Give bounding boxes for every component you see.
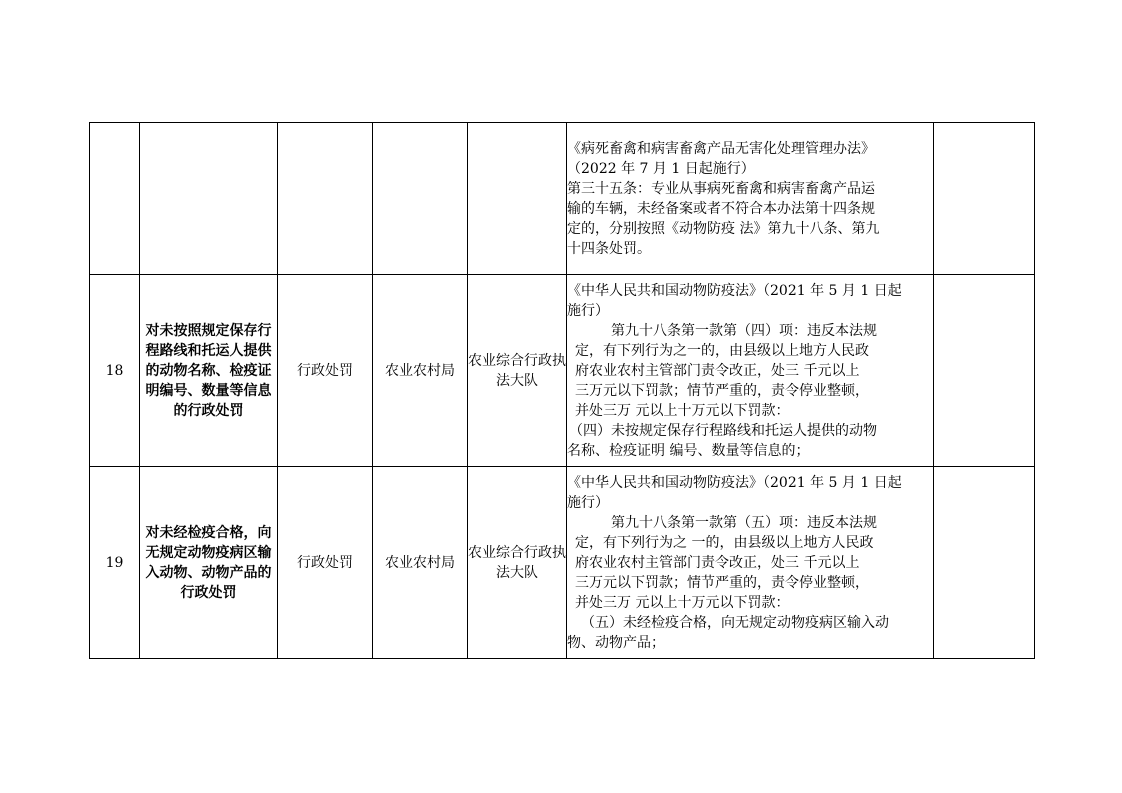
department-cell: 农业农村局	[373, 467, 468, 659]
basis-line: 输的车辆，未经备案或者不符合本办法第十四条规	[567, 201, 875, 217]
item-type-cell: 行政处罚	[278, 467, 373, 659]
basis-line: （2022 年 7 月 1 日起施行）	[567, 161, 755, 177]
basis-line: 第三十五条：专业从事病死畜禽和病害畜禽产品运	[567, 181, 875, 197]
table-row	[90, 123, 1035, 275]
basis-line: 定，有下列行为之 一的，由县级以上地方人民政	[575, 534, 874, 551]
basis-line: 十四条处罚。	[567, 241, 651, 257]
item-type-cell: 行政处罚	[278, 275, 373, 467]
executor-cell: 农业综合行政执法大队	[468, 467, 567, 659]
basis-line: 三万元以下罚款；情节严重的，责令停业整顿，	[575, 574, 869, 591]
basis-line: 定的，分别按照《动物防疫 法》第九十八条、第九	[567, 221, 880, 237]
basis-line: 府农业农村主管部门责令改正，处三 千元以上	[575, 362, 860, 379]
basis-line: 物、动物产品；	[567, 634, 665, 651]
basis-line: （四）未按规定保存行程路线和托运人提供的动物	[569, 422, 877, 439]
item-name-cell: 对未经检疫合格，向无规定动物疫病区输入动物、动物产品的行政处罚	[140, 467, 278, 659]
row-number-cell	[90, 123, 140, 275]
department-cell	[373, 123, 468, 275]
basis-line: 《病死畜禽和病害畜禽产品无害化处理管理办法》	[567, 141, 875, 157]
executor-cell: 农业综合行政执法大队	[468, 275, 567, 467]
basis-line: 施行）	[567, 302, 609, 319]
basis-line: （五）未经检疫合格，向无规定动物疫病区输入动	[581, 614, 889, 631]
table-row	[90, 275, 1035, 467]
basis-line: 第九十八条第一款第（五）项：违反本法规	[611, 514, 877, 531]
basis-line: 《中华人民共和国动物防疫法》（2021 年 5 月 1 日起	[567, 282, 902, 299]
basis-line: 《中华人民共和国动物防疫法》（2021 年 5 月 1 日起	[567, 474, 902, 491]
basis-line: 并处三万 元以上十万元以下罚款：	[575, 402, 790, 419]
basis-line: 名称、检疫证明 编号、数量等信息的；	[567, 442, 810, 459]
department-cell: 农业农村局	[373, 275, 468, 467]
note-cell	[934, 275, 1035, 467]
basis-line: 施行）	[567, 494, 609, 511]
item-name-cell: 对未按照规定保存行程路线和托运人提供的动物名称、检疫证明编号、数量等信息的行政处罚	[140, 275, 278, 467]
executor-cell	[468, 123, 567, 275]
basis-line: 定，有下列行为之一的，由县级以上地方人民政	[575, 342, 869, 359]
item-type-cell	[278, 123, 373, 275]
legal-basis-cell	[567, 123, 934, 275]
note-cell	[934, 123, 1035, 275]
note-cell	[934, 467, 1035, 659]
document-table	[89, 122, 1035, 659]
basis-line: 并处三万 元以上十万元以下罚款：	[575, 594, 790, 611]
row-number-cell: 18	[90, 275, 140, 467]
legal-basis-cell	[567, 275, 934, 467]
basis-line: 府农业农村主管部门责令改正，处三 千元以上	[575, 554, 860, 571]
basis-line: 三万元以下罚款；情节严重的，责令停业整顿，	[575, 382, 869, 399]
item-name-cell	[140, 123, 278, 275]
row-number-cell: 19	[90, 467, 140, 659]
basis-line: 第九十八条第一款第（四）项：违反本法规	[611, 322, 877, 339]
legal-basis-cell	[567, 467, 934, 659]
table-row	[90, 467, 1035, 659]
